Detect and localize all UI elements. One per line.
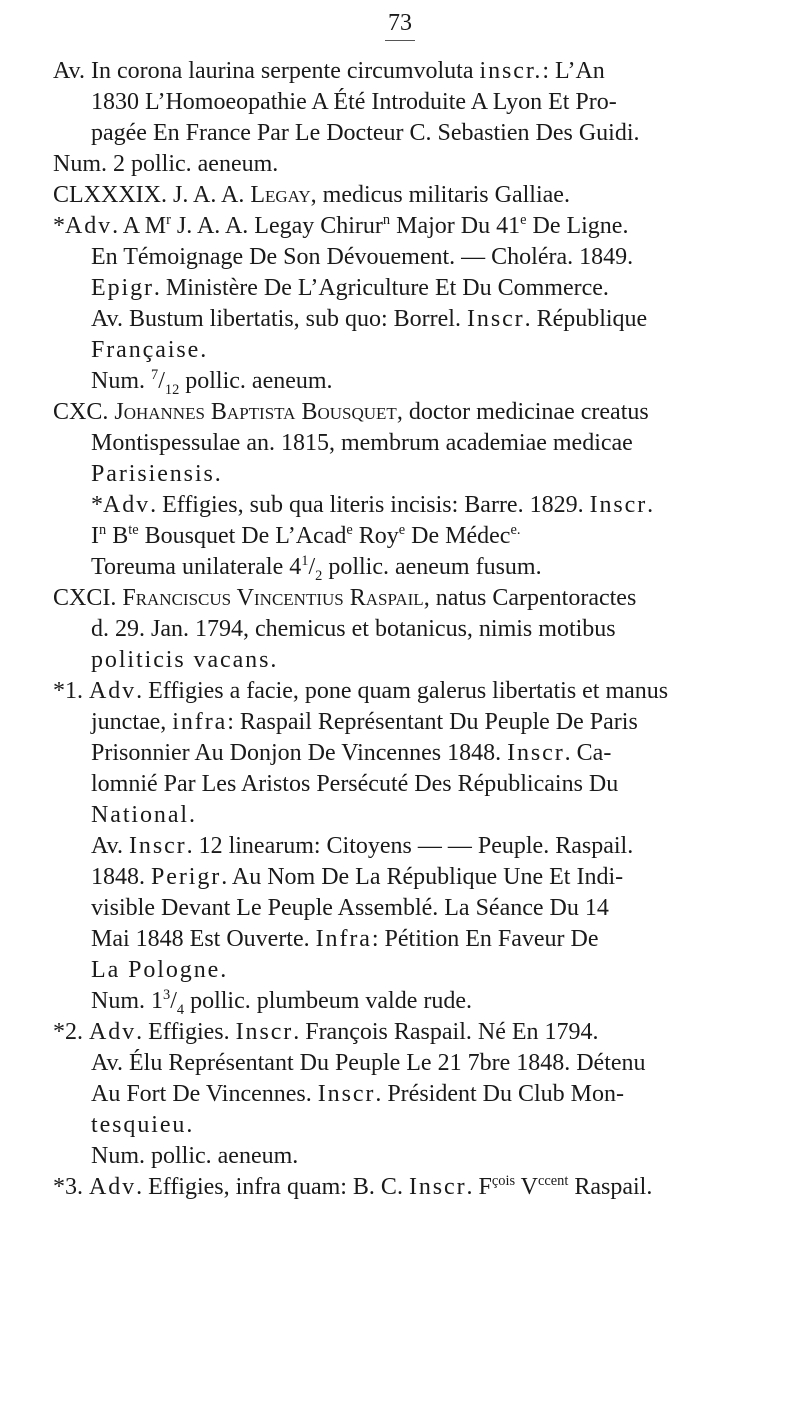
text-segment: visible Devant Le Peuple Assemblé. La Séance Du 14 — [91, 895, 609, 921]
page-number: 73 — [388, 10, 412, 36]
text-line — [91, 1079, 624, 1110]
text-line — [91, 1110, 192, 1141]
text-segment: pagée En France Par Le Docteur C. Sebastien Des Guidi. — [91, 120, 640, 146]
text-segment: . — [186, 1112, 193, 1138]
text-segment: / — [308, 554, 316, 580]
text-segment: Legay — [250, 182, 311, 208]
text-segment: . F — [466, 1174, 492, 1200]
text-segment: De Médec — [405, 523, 511, 549]
text-segment: Adv — [103, 492, 151, 518]
text-segment: çois — [491, 1173, 516, 1189]
text-segment: 3 — [163, 987, 171, 1003]
text-segment: . François Raspail. Né En 1794. — [293, 1019, 599, 1045]
text-segment: Raspail. — [568, 1174, 653, 1200]
text-segment: Adv — [65, 213, 113, 239]
text-segment: junctae, — [91, 709, 173, 735]
text-segment: . — [270, 647, 277, 673]
text-segment: . Au Nom De La République Une Et Indi- — [221, 864, 624, 890]
text-segment: : Raspail Représentant Du Peuple De Paris — [227, 709, 638, 735]
text-segment: . Effigies, sub qua literis incisis: Barre. 1829. — [150, 492, 590, 518]
text-segment: Major Du 41 — [390, 213, 521, 239]
text-segment: En Témoignage De Son Dévouement. — Choléra. 1849. — [91, 244, 634, 270]
text-segment: *3. — [53, 1174, 89, 1200]
text-segment: ccent — [537, 1173, 569, 1189]
text-line — [91, 955, 226, 986]
text-segment: . — [200, 337, 207, 363]
text-line — [53, 56, 605, 87]
text-line — [53, 676, 668, 707]
text-segment: Av. Bustum libertatis, sub quo: Borrel. — [91, 306, 467, 332]
text-line — [91, 769, 618, 800]
text-segment: e — [520, 212, 527, 228]
text-segment: Inscr — [317, 1081, 376, 1107]
text-line — [91, 893, 609, 924]
text-segment: * — [53, 213, 65, 239]
text-segment: 1848. — [91, 864, 151, 890]
text-segment: Perigr — [151, 864, 222, 890]
text-segment: Bousquet De L’Acad — [138, 523, 347, 549]
text-segment: e. — [510, 522, 521, 538]
text-segment: Française — [91, 337, 201, 363]
text-line — [91, 428, 633, 459]
text-segment: Inscr — [507, 740, 565, 766]
text-segment: CLXXXIX. J. A. A. — [53, 182, 251, 208]
text-segment: V — [515, 1174, 538, 1200]
text-segment: CXC. — [53, 399, 115, 425]
text-line — [53, 149, 278, 180]
text-line — [91, 707, 638, 738]
text-segment: Adv — [89, 1019, 137, 1045]
text-segment: Num. pollic. aeneum. — [91, 1143, 299, 1169]
text-segment: . — [220, 957, 227, 983]
text-line — [91, 521, 520, 552]
text-segment: Adv — [89, 1174, 137, 1200]
text-line — [91, 459, 221, 490]
text-segment: J. A. A. Legay Chirur — [170, 213, 383, 239]
text-segment: Au Fort De Vincennes. — [91, 1081, 318, 1107]
text-segment: . Ca- — [564, 740, 612, 766]
page-number-rule — [385, 40, 415, 41]
text-line — [91, 552, 542, 583]
text-segment: . Effigies, infra quam: B. C. — [136, 1174, 409, 1200]
text-segment: te — [128, 522, 139, 538]
text-segment: Av. In corona laurina serpente circumvoluta — [53, 58, 480, 84]
text-line — [91, 118, 640, 149]
text-segment: Num. 1 — [91, 988, 163, 1014]
text-segment: Epigr — [91, 275, 154, 301]
text-line — [53, 211, 628, 242]
text-segment: 7 — [151, 367, 159, 383]
text-segment: . Président Du Club Mon- — [375, 1081, 624, 1107]
text-segment: , natus Carpentoractes — [423, 585, 637, 611]
text-segment: 2 — [315, 567, 323, 584]
text-segment: Inscr — [129, 833, 187, 859]
text-line — [91, 335, 206, 366]
text-segment: Inscr — [408, 1174, 467, 1200]
text-segment: . Effigies. — [136, 1019, 236, 1045]
text-segment: infra — [172, 709, 228, 735]
text-segment: 4 — [176, 1001, 185, 1018]
text-segment: e — [398, 522, 406, 538]
text-line — [53, 397, 649, 428]
text-segment: lomnié Par Les Aristos Persécuté Des Républicains Du — [91, 771, 619, 797]
text-segment: Inscr — [235, 1019, 294, 1045]
text-line — [91, 304, 647, 335]
text-segment: Mai 1848 Est Ouverte. — [91, 926, 316, 952]
text-segment: 12 — [164, 381, 180, 398]
text-line — [91, 366, 333, 397]
text-line — [91, 645, 276, 676]
text-segment: , doctor medicinae creatus — [396, 399, 649, 425]
text-segment: . A M — [112, 213, 167, 239]
text-segment: 1 — [301, 553, 309, 569]
text-segment: Num. — [91, 368, 151, 394]
text-segment: I — [91, 523, 99, 549]
text-segment: politicis vacans — [91, 647, 271, 673]
text-line — [91, 862, 623, 893]
text-segment: tesquieu — [91, 1112, 187, 1138]
text-segment: Johannes Baptista Bousquet — [114, 399, 397, 425]
text-segment: Num. 2 pollic. aeneum. — [53, 151, 279, 177]
text-segment: Infra — [315, 926, 372, 952]
text-segment: Prisonnier Au Donjon De Vincennes 1848. — [91, 740, 508, 766]
text-segment: Adv — [89, 678, 137, 704]
text-line — [91, 490, 653, 521]
text-segment: e — [346, 522, 353, 538]
text-segment: , medicus militaris Galliae. — [310, 182, 570, 208]
text-segment: National — [91, 802, 190, 828]
text-line — [91, 242, 633, 273]
text-segment: : L’An — [542, 58, 605, 84]
text-segment: Montispessulae an. 1815, membrum academiae medicae — [91, 430, 633, 456]
text-line — [91, 273, 609, 304]
text-line — [53, 1172, 652, 1203]
text-segment: . Ministère De L’Agriculture Et Du Commerce. — [153, 275, 609, 301]
text-segment: . République — [524, 306, 648, 332]
text-segment: pollic. aeneum fusum. — [322, 554, 542, 580]
text-segment: *2. — [53, 1019, 89, 1045]
text-segment: pollic. plumbeum valde rude. — [184, 988, 473, 1014]
text-segment: Toreuma unilaterale 4 — [91, 554, 302, 580]
text-segment: Av. — [91, 833, 129, 859]
text-segment: . — [214, 461, 221, 487]
text-segment: pollic. aeneum. — [179, 368, 333, 394]
text-segment: n — [99, 522, 107, 538]
text-segment: *1. — [53, 678, 89, 704]
text-line — [91, 87, 617, 118]
text-line — [53, 1017, 599, 1048]
text-segment: inscr. — [479, 58, 543, 84]
text-line — [91, 986, 472, 1017]
text-line — [91, 1141, 298, 1172]
text-segment: Roy — [352, 523, 399, 549]
text-line — [91, 738, 611, 769]
text-segment: . — [189, 802, 196, 828]
text-segment: Parisiensis — [91, 461, 215, 487]
text-segment: n — [382, 212, 391, 228]
text-segment: * — [91, 492, 103, 518]
text-segment: CXCI. — [53, 585, 123, 611]
text-segment: / — [170, 988, 177, 1014]
text-line — [91, 614, 616, 645]
text-segment: . 12 linearum: Citoyens — — Peuple. Raspail. — [186, 833, 634, 859]
text-segment: d. 29. Jan. 1794, chemicus et botanicus, nimis motibus — [91, 616, 616, 642]
text-segment: Inscr — [589, 492, 648, 518]
text-line — [91, 1048, 646, 1079]
text-segment: La Pologne — [91, 957, 221, 983]
text-segment: B — [106, 523, 129, 549]
text-line — [53, 180, 570, 211]
text-segment: Av. Élu Représentant Du Peuple Le 21 7bre 1848. Détenu — [91, 1050, 646, 1076]
text-segment: Inscr — [466, 306, 525, 332]
text-line — [91, 800, 195, 831]
text-line — [91, 831, 633, 862]
text-segment: r — [166, 212, 171, 228]
text-segment: . — [647, 492, 654, 518]
text-line — [91, 924, 599, 955]
text-segment: : Pétition En Faveur De — [371, 926, 599, 952]
text-segment: De Ligne. — [526, 213, 629, 239]
text-segment: / — [158, 368, 165, 394]
text-segment: Franciscus Vincentius Raspail — [122, 585, 424, 611]
text-segment: 1830 L’Homoeopathie A Été Introduite A Lyon Et Pro- — [91, 89, 617, 115]
text-line — [53, 583, 636, 614]
text-segment: . Effigies a facie, pone quam galerus libertatis et manus — [136, 678, 669, 704]
